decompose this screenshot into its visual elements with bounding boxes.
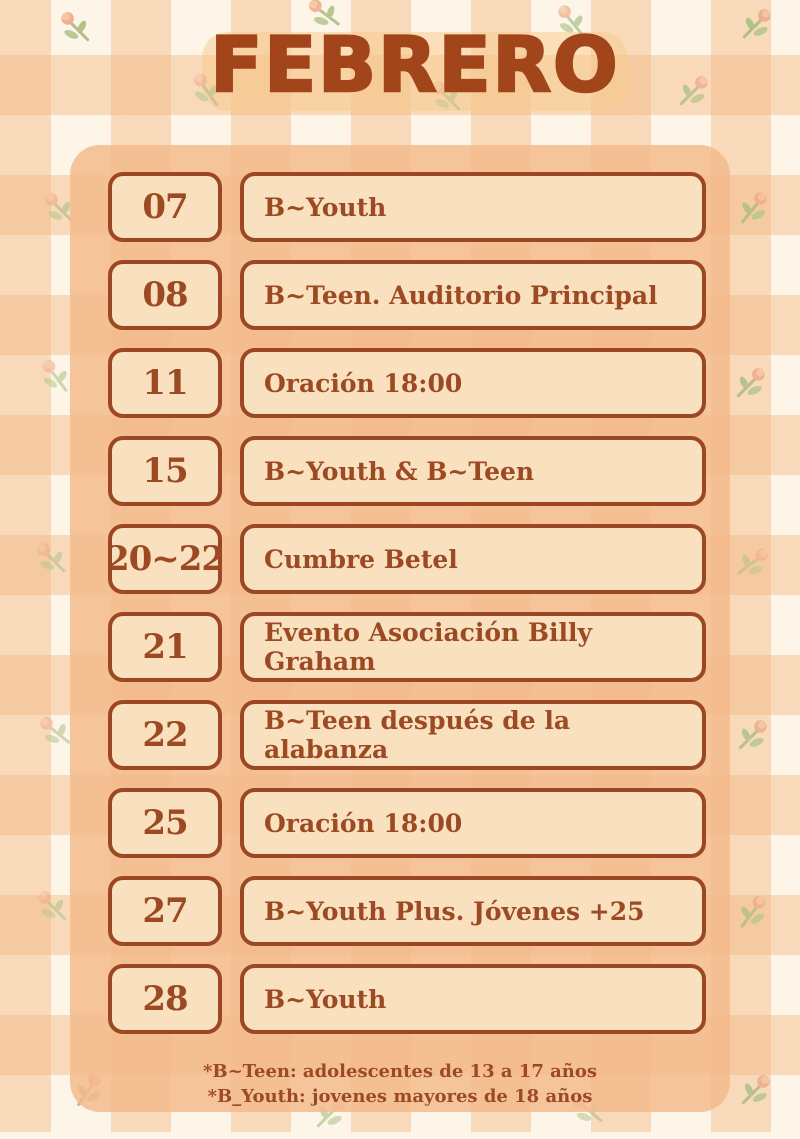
tulip-icon — [735, 4, 777, 46]
date-box: 27 — [108, 876, 222, 946]
schedule-row — [108, 876, 706, 946]
tulip-icon — [728, 889, 775, 936]
schedule-row — [105, 524, 706, 594]
event-box: B~Youth & B~Teen — [240, 436, 706, 506]
schedule-row — [108, 260, 706, 330]
date-box: 20~22 — [108, 524, 222, 594]
event-box: B~Youth — [240, 172, 706, 242]
event-box: B~Teen. Auditorio Principal — [240, 260, 706, 330]
schedule-row — [108, 348, 706, 418]
event-box: Oración 18:00 — [240, 348, 706, 418]
schedule-row — [108, 964, 706, 1034]
tulip-icon — [734, 1070, 776, 1112]
event-box: B~Teen después de la alabanza — [240, 700, 706, 770]
tulip-icon — [731, 715, 773, 757]
tulip-icon — [31, 538, 73, 580]
footnotes — [70, 1059, 730, 1109]
schedule-row — [108, 700, 706, 770]
schedule-row — [108, 172, 706, 242]
tulip-icon — [55, 7, 97, 49]
event-box: Evento Asociación Billy Graham — [240, 612, 706, 682]
page-title: FEBRERO — [210, 20, 620, 109]
footnote-byouth: *B_Youth: jovenes mayores de 18 años — [207, 1086, 593, 1107]
date-box: 11 — [108, 348, 222, 418]
tulip-icon — [672, 71, 714, 113]
schedule-row — [108, 788, 706, 858]
tulip-icon — [730, 186, 776, 232]
date-box: 08 — [108, 260, 222, 330]
schedule-panel — [70, 145, 730, 1112]
event-box: Oración 18:00 — [240, 788, 706, 858]
tulip-icon — [728, 539, 775, 586]
tulip-icon — [32, 886, 74, 928]
event-box: B~Youth — [240, 964, 706, 1034]
tulip-icon — [729, 363, 771, 405]
date-box: 21 — [108, 612, 222, 682]
date-box: 22 — [108, 700, 222, 770]
date-box: 25 — [108, 788, 222, 858]
schedule-row — [108, 612, 706, 682]
event-box: B~Youth Plus. Jóvenes +25 — [240, 876, 706, 946]
date-box: 07 — [108, 172, 222, 242]
schedule-list — [105, 172, 706, 1034]
footnote-bteen: *B~Teen: adolescentes de 13 a 17 años — [202, 1061, 598, 1082]
date-box: 15 — [108, 436, 222, 506]
date-box: 28 — [108, 964, 222, 1034]
event-box: Cumbre Betel — [240, 524, 706, 594]
schedule-row — [108, 436, 706, 506]
